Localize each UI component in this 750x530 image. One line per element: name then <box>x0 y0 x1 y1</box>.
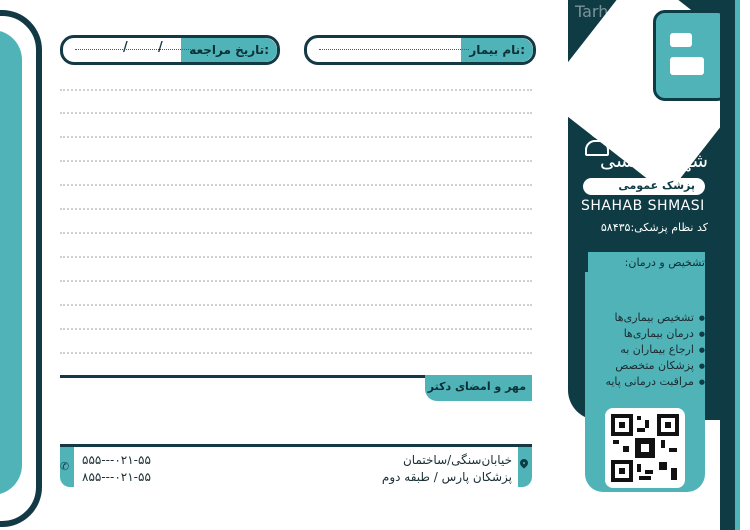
services-list <box>593 310 705 390</box>
address-line: خیابان‌سنگی/ساختمان <box>402 453 512 467</box>
left-decorative-strip <box>0 0 46 530</box>
list-item: ● درمان بیماری‌ها <box>593 326 705 342</box>
phone-icon: ✆ <box>60 460 70 473</box>
logo-icon <box>653 10 729 101</box>
doctor-name-english: SHAHAB SHMASI <box>581 198 705 214</box>
visit-date-field[interactable] <box>60 35 280 65</box>
address-line: پزشکان پارس / طبقه دوم <box>381 470 512 484</box>
doctor-title-pill <box>583 178 705 195</box>
doctor-title: پزشک عمومی <box>618 179 695 192</box>
list-item: ● مراقبت درمانی پایه <box>593 374 705 390</box>
footer-bar <box>60 447 532 487</box>
patient-name-field[interactable] <box>304 35 536 65</box>
qr-code-icon <box>605 408 685 488</box>
list-item: ● تشخیص بیماری‌ها <box>593 310 705 326</box>
date-separator: / <box>123 40 128 55</box>
list-item: ● پزشکان متخصص <box>593 358 705 374</box>
watermark: Tarh.ir <box>575 2 625 21</box>
right-panel <box>545 0 750 530</box>
doctor-name: شهاب‌شمسی <box>599 150 708 172</box>
date-separator: / <box>158 40 163 55</box>
services-heading: تشخیص و درمان: <box>624 256 705 269</box>
phone-number: ۰۲۱-۵۵---۸۵۵ <box>82 470 151 484</box>
visit-date-label: تاریخ مراجعه: <box>181 38 277 62</box>
phone-number: ۰۲۱-۵۵---۵۵۵ <box>82 453 151 467</box>
signature-box <box>425 375 532 401</box>
list-item: ● ارجاع بیماران به <box>593 342 705 358</box>
patient-name-label: نام بیمار: <box>461 38 533 62</box>
signature-label: مهر و امضای دکتر <box>427 380 526 393</box>
medical-code: کد نظام پزشکی:۵۸۴۳۵ <box>600 221 708 234</box>
